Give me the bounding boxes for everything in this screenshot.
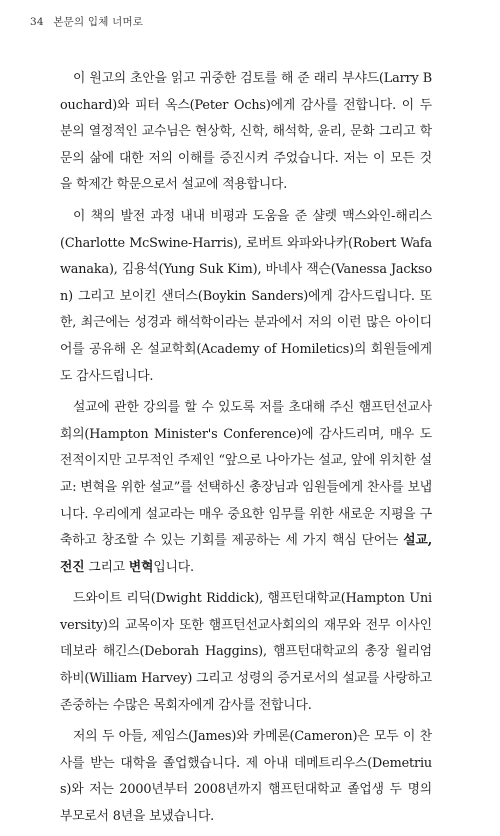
keyword-advance: 전진 xyxy=(60,559,85,575)
conference-text-end: 입니다. xyxy=(153,559,194,575)
paragraph-conference xyxy=(60,395,432,581)
paragraph-colleagues: 이 책의 발전 과정 내내 비평과 도움을 준 샬렛 맥스와인-해리스(Charlotte McSwine-Harris), 로버트 와파와나카(Robert Wafawanaka), 김용석(Yung Suk Kim), 바네사 잭슨(Vanessa Jackson) 그리고 보이킨 샌더스(Boykin Sanders)에게 감사드립니다. 또한, 최근에는 성경과 해석학이라는 분과에서 저의 이런 많은 아이디어를 공유해 온 설교학회(Academy of Homiletics)의 회원들에게도 감사드립니다. xyxy=(60,208,432,384)
running-title: 본문의 입체 너머로 xyxy=(53,16,144,28)
running-header xyxy=(30,14,143,29)
paragraph-family: 저의 두 아들, 제임스(James)와 카메론(Cameron)은 모두 이 찬사를 받는 대학을 졸업했습니다. 제 아내 데메트리우스(Demetrius)와 저는 2000년부터 2008년까지 햄프턴대학교 졸업생 두 명의 부모로서 8년을 보냈습니다. xyxy=(60,729,432,825)
paragraph-university: 드와이트 리딕(Dwight Riddick), 햄프턴대학교(Hampton University)의 교목이자 또한 햄프턴선교사회의의 재무와 전무 이사인 데보라 해긴스(Deborah Haggins), 햄프턴대학교의 총장 윌리엄 하비(William Harvey) 그리고 성령의 증거로서의 설교를 사랑하고 존중하는 수많은 목회자에게 감사를 전합니다. xyxy=(60,591,432,713)
keyword-transformation: 변혁 xyxy=(128,559,154,575)
page-number: 34 xyxy=(30,16,44,28)
body-text xyxy=(60,66,432,836)
keyword-separator: , xyxy=(427,533,432,549)
paragraph-reviewers: 이 원고의 초안을 읽고 귀중한 검토를 해 준 래리 부샤드(Larry Bouchard)와 피터 옥스(Peter Ochs)에게 감사를 전합니다. 이 두 분의 열정적인 교수님은 현상학, 신학, 해석학, 윤리, 문화 그리고 학문의 삶에 대한 저의 이해를 증진시켜 주었습니다. 저는 이 모든 것을 학제간 학문으로서 설교에 적용합니다. xyxy=(60,71,432,193)
keyword-conjunction: 그리고 xyxy=(84,559,129,575)
keyword-preaching: 설교 xyxy=(403,533,428,549)
conference-text: 설교에 관한 강의를 할 수 있도록 저를 초대해 주신 햄프턴선교사회의(Hampton Minister's Conference)에 감사드리며, 매우 도전적이지만 고무적인 주제인 “앞으로 나아가는 설교, 앞에 위치한 설교: 변혁을 위한 설교”를 선택하신 총장님과 임원들에게 찬사를 보냅니다. 우리에게 설교라는 매우 중요한 임무를 위한 새로운 지평을 구축하고 창조할 수 있는 기회를 제공하는 세 가지 핵심 단어는 xyxy=(60,400,432,549)
